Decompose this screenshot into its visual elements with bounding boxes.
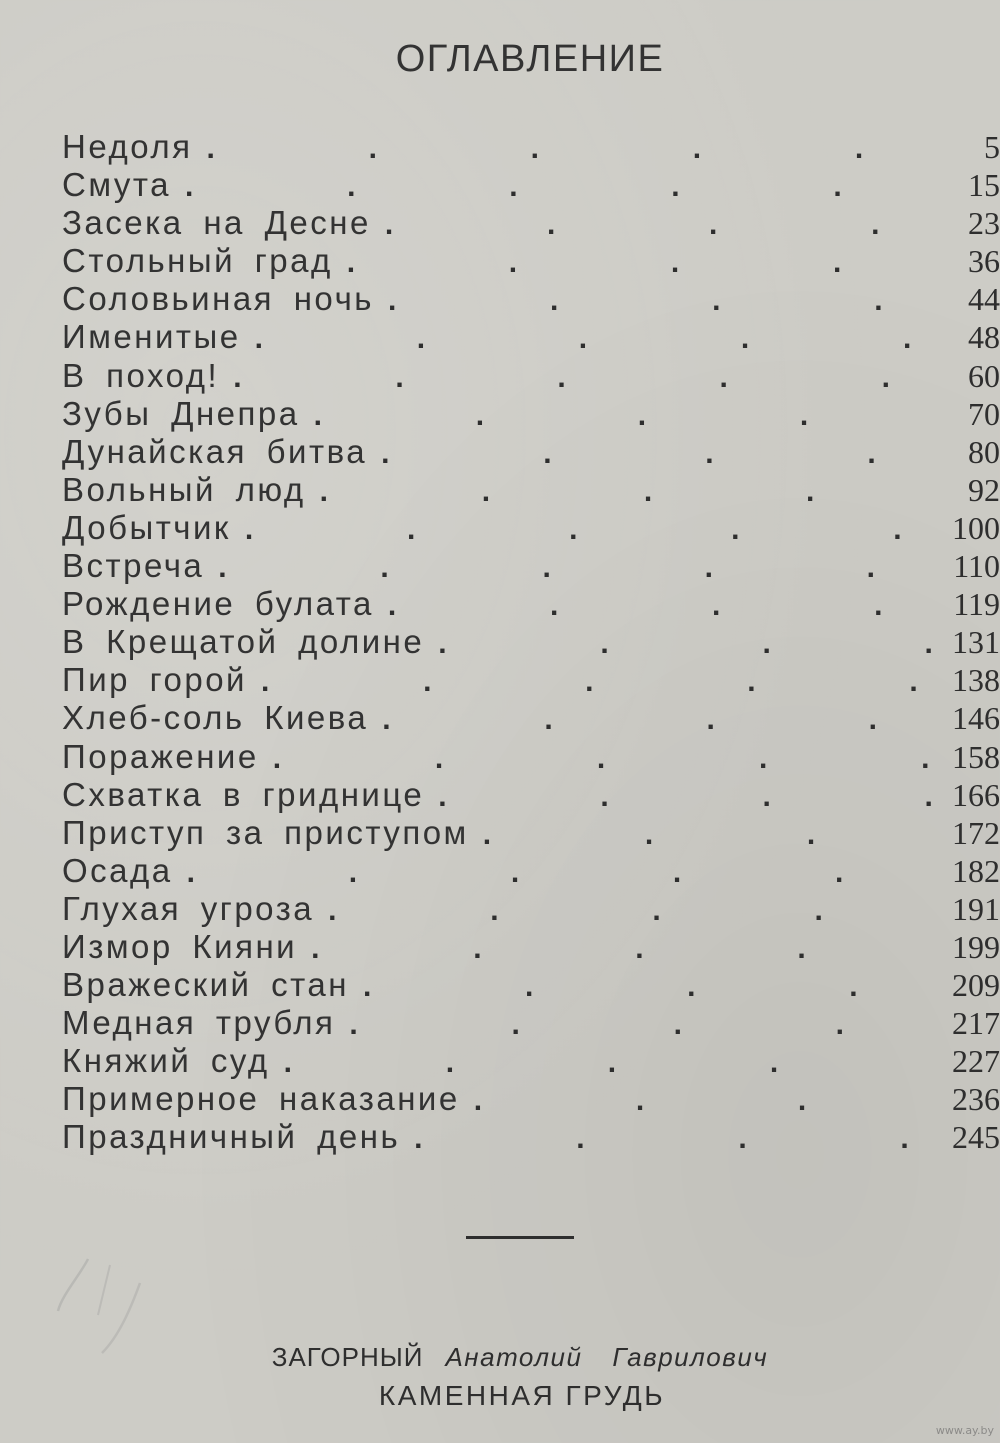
dot-leader xyxy=(261,665,934,699)
toc-entry xyxy=(62,928,1000,966)
toc-entry-page-number: 60 xyxy=(968,357,1000,394)
toc-entry xyxy=(62,547,1000,585)
toc-entry-page-number: 182 xyxy=(952,852,1000,889)
toc-entry-page-number: 23 xyxy=(968,205,1000,242)
toc-entry-title: Именитые xyxy=(62,318,241,356)
toc-entry-title: Рождение булата xyxy=(62,585,374,623)
dot-leader xyxy=(388,284,934,318)
toc-entry-page-number: 5 xyxy=(984,129,1000,165)
dot-leader xyxy=(314,399,934,433)
dot-leader xyxy=(474,1084,934,1118)
toc-entry-title: Примерное наказание xyxy=(62,1080,460,1118)
toc-entry-title: Медная трубля xyxy=(62,1004,336,1042)
toc-entry-page-number: 48 xyxy=(968,319,1000,356)
toc-entry-title: Измор Кияни xyxy=(62,927,298,965)
toc-entry-page-number: 172 xyxy=(952,814,1000,851)
dot-leader xyxy=(245,513,934,547)
toc-entry-title: Глухая угроза xyxy=(62,889,315,927)
toc-entry-title: Княжий суд xyxy=(62,1042,270,1080)
dot-leader xyxy=(363,970,934,1004)
toc-entry xyxy=(62,585,1000,623)
toc-entry xyxy=(62,242,1000,280)
table-of-contents xyxy=(62,128,1000,1157)
toc-entry xyxy=(62,204,1000,242)
toc-entry-page-number: 70 xyxy=(968,395,1000,432)
toc-entry-page-number: 227 xyxy=(952,1043,1000,1080)
toc-entry-page-number: 166 xyxy=(952,776,1000,813)
dot-leader xyxy=(187,856,934,890)
dot-leader xyxy=(347,246,934,280)
toc-entry xyxy=(62,966,1000,1004)
author-line xyxy=(0,1342,1000,1373)
toc-entry-page-number: 138 xyxy=(952,662,1000,699)
dot-leader xyxy=(385,208,934,242)
toc-entry xyxy=(62,1004,1000,1042)
toc-entry xyxy=(62,357,1000,395)
toc-entry-title: Стольный град xyxy=(62,242,333,280)
toc-entry-page-number: 199 xyxy=(952,928,1000,965)
toc-entry-title: В Крещатой долине xyxy=(62,623,425,661)
dot-leader xyxy=(382,703,934,737)
toc-entry xyxy=(62,1118,1000,1156)
toc-entry xyxy=(62,471,1000,509)
toc-entry-title: Хлеб-соль Киева xyxy=(62,699,369,737)
toc-entry xyxy=(62,776,1000,814)
toc-entry-title: Осада xyxy=(62,851,173,889)
toc-entry xyxy=(62,1042,1000,1080)
toc-entry xyxy=(62,699,1000,737)
toc-entry xyxy=(62,1080,1000,1118)
toc-entry-page-number: 146 xyxy=(952,700,1000,737)
dot-leader xyxy=(381,437,934,471)
toc-entry xyxy=(62,395,1000,433)
dot-leader xyxy=(388,589,934,623)
toc-entry xyxy=(62,661,1000,699)
toc-entry-page-number: 36 xyxy=(968,243,1000,280)
dot-leader xyxy=(414,1122,934,1156)
toc-entry-title: Поражение xyxy=(62,737,259,775)
dot-leader xyxy=(320,475,934,509)
toc-entry-title: Приступ за приступом xyxy=(62,813,469,851)
toc-entry-page-number: 92 xyxy=(968,471,1000,508)
toc-entry-page-number: 131 xyxy=(952,624,1000,661)
toc-entry xyxy=(62,738,1000,776)
toc-entry-page-number: 80 xyxy=(968,433,1000,470)
toc-entry xyxy=(62,280,1000,318)
toc-entry-title: Смута xyxy=(62,166,171,204)
author-patronymic: Гаврилович xyxy=(612,1342,769,1372)
toc-entry-page-number: 236 xyxy=(952,1081,1000,1118)
toc-entry-page-number: 191 xyxy=(952,890,1000,927)
dot-leader xyxy=(438,627,934,661)
toc-entry xyxy=(62,509,1000,547)
dot-leader xyxy=(349,1008,934,1042)
toc-entry-title: Недоля xyxy=(62,128,193,165)
divider-rule xyxy=(466,1236,574,1239)
toc-entry-title: В поход! xyxy=(62,356,220,394)
dot-leader xyxy=(311,932,934,966)
dot-leader xyxy=(185,170,934,204)
dot-leader xyxy=(218,551,934,585)
toc-entry-title: Встреча xyxy=(62,547,205,585)
toc-entry-page-number: 15 xyxy=(968,167,1000,204)
toc-entry-page-number: 217 xyxy=(952,1005,1000,1042)
toc-entry xyxy=(62,890,1000,928)
toc-entry-title: Засека на Десне xyxy=(62,204,371,242)
toc-entry xyxy=(62,814,1000,852)
toc-entry xyxy=(62,128,1000,166)
dot-leader xyxy=(206,132,934,166)
dot-leader xyxy=(328,894,934,928)
dot-leader xyxy=(483,818,934,852)
watermark: www.ay.by xyxy=(935,1424,994,1437)
toc-entry-title: Пир горой xyxy=(62,661,247,699)
toc-entry-page-number: 110 xyxy=(953,548,1000,585)
toc-entry xyxy=(62,623,1000,661)
toc-entry-title: Вражеский стан xyxy=(62,966,349,1004)
toc-entry-page-number: 245 xyxy=(952,1119,1000,1156)
toc-entry xyxy=(62,318,1000,356)
toc-entry xyxy=(62,166,1000,204)
toc-entry-title: Схватка в гриднице xyxy=(62,775,425,813)
dot-leader xyxy=(284,1046,934,1080)
dot-leader xyxy=(255,322,934,356)
toc-entry-title: Вольный люд xyxy=(62,470,306,508)
toc-entry-page-number: 158 xyxy=(952,738,1000,775)
toc-entry-title: Добытчик xyxy=(62,508,231,546)
toc-entry-title: Соловьиная ночь xyxy=(62,280,374,318)
author-surname: ЗАГОРНЫЙ xyxy=(271,1342,424,1372)
toc-entry-title: Праздничный день xyxy=(62,1118,401,1156)
toc-entry-title: Дунайская битва xyxy=(62,432,368,470)
dot-leader xyxy=(273,742,934,776)
toc-entry-page-number: 119 xyxy=(953,586,1000,623)
page-title: ОГЛАВЛЕНИЕ xyxy=(395,38,665,80)
toc-entry-page-number: 209 xyxy=(952,967,1000,1004)
toc-entry-page-number: 100 xyxy=(952,509,1000,546)
toc-entry xyxy=(62,852,1000,890)
toc-entry xyxy=(62,433,1000,471)
dot-leader xyxy=(438,780,934,814)
toc-entry-title: Зубы Днепра xyxy=(62,394,300,432)
author-first-name: Анатолий xyxy=(445,1342,583,1372)
dot-leader xyxy=(233,361,934,395)
toc-entry-page-number: 44 xyxy=(968,281,1000,318)
book-title: КАМЕННАЯ ГРУДЬ xyxy=(378,1380,666,1411)
